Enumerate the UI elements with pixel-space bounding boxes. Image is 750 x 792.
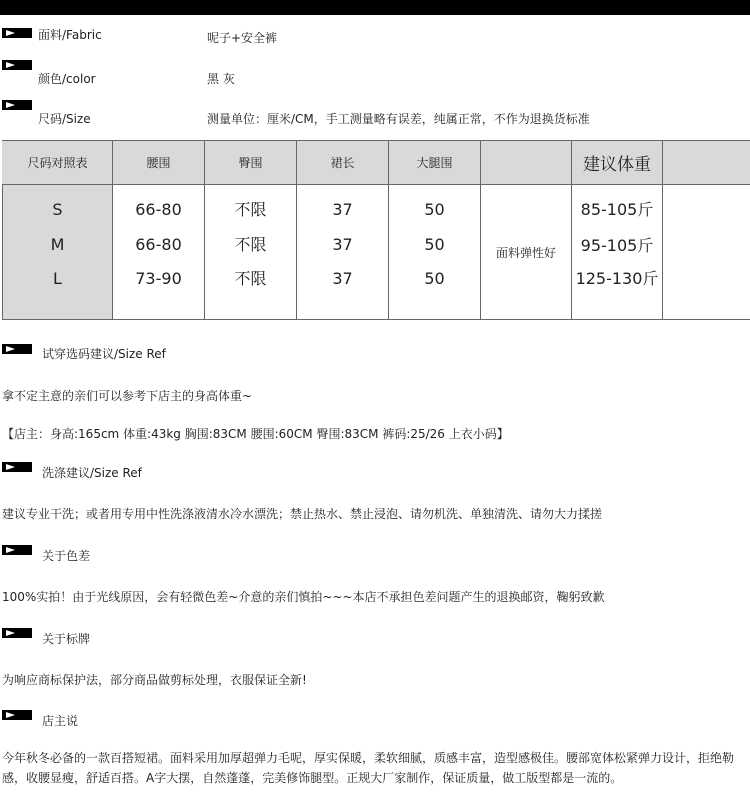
arrow-marker-icon — [2, 344, 32, 354]
size-ref-line-2: 【店主：身高:165cm 体重:43kg 胸围:83CM 腰围:60CM 臀围:83CM 裤码:25/26 上衣小码】 — [2, 427, 509, 441]
note-column — [481, 185, 572, 319]
label-line: 为响应商标保护法，部分商品做剪标处理，衣服保证全新! — [2, 673, 307, 687]
length-m: 37 — [332, 235, 353, 254]
elasticity-note: 面料弹性好 — [495, 246, 556, 260]
arrow-marker-icon — [2, 462, 32, 472]
spec-value-size: 测量单位：厘米/CM，手工测量略有误差，纯属正常，不作为退换货标准 — [207, 112, 590, 126]
table-body — [2, 185, 750, 320]
spec-label-size: 尺码/Size — [38, 112, 91, 126]
weight-m: 95-105斤 — [580, 236, 654, 255]
waist-column — [113, 185, 205, 319]
arrow-marker-icon — [2, 100, 32, 110]
waist-m: 66-80 — [135, 235, 182, 254]
spec-label-fabric: 面料/Fabric — [38, 28, 102, 42]
section-title-owner-says: 店主说 — [42, 714, 79, 728]
header-size-chart: 尺码对照表 — [3, 141, 113, 184]
spec-label-color: 颜色/color — [38, 72, 96, 86]
extra-column — [663, 185, 750, 319]
weight-l: 125-130斤 — [575, 269, 659, 288]
arrow-marker-icon — [2, 545, 32, 555]
size-s: S — [52, 200, 63, 219]
owner-says-paragraph: 今年秋冬必备的一款百搭短裙。面料采用加厚超弹力毛呢，厚实保暖，柔软细腻，质感丰富，造型感极佳。腰部宽体松紧弹力设计，拒绝勒感，收腰显瘦，舒适百搭。A字大摆，自然蓬蓬，完美修饰腿型。正规大厂家制作，保证质量，做工版型都是一流的。 — [2, 751, 735, 785]
thigh-m: 50 — [424, 235, 445, 254]
spec-value-fabric: 呢子+安全裤 — [207, 31, 278, 45]
section-title-washing: 洗涤建议/Size Ref — [42, 466, 142, 480]
hip-column — [205, 185, 297, 319]
thigh-s: 50 — [424, 200, 445, 219]
size-m: M — [50, 235, 65, 254]
color-diff-line: 100%实拍！由于光线原因，会有轻微色差~介意的亲们慎拍~~~本店不承担色差问题产生的退换邮资，鞠躬致歉 — [2, 590, 605, 604]
header-waist: 腰围 — [113, 141, 205, 184]
section-title-color-diff: 关于色差 — [42, 549, 91, 563]
header-hip: 臀围 — [205, 141, 297, 184]
washing-line: 建议专业干洗；或者用专用中性洗涤液清水冷水漂洗；禁止热水、禁止浸泡、请勿机洗、单独清洗、请勿大力揉搓 — [2, 507, 603, 521]
arrow-marker-icon — [2, 628, 32, 638]
thigh-l: 50 — [424, 269, 445, 288]
size-table — [2, 140, 750, 320]
thigh-column — [389, 185, 481, 319]
arrow-marker-icon — [2, 28, 32, 38]
hip-m: 不限 — [234, 235, 267, 254]
spec-value-color: 黑 灰 — [207, 72, 235, 86]
section-title-label: 关于标牌 — [42, 632, 91, 646]
hip-l: 不限 — [234, 269, 267, 288]
waist-l: 73-90 — [135, 269, 182, 288]
length-s: 37 — [332, 200, 353, 219]
header-extra — [663, 141, 750, 184]
arrow-marker-icon — [2, 60, 32, 70]
size-l: L — [53, 269, 62, 288]
top-bar — [0, 0, 750, 15]
section-title-size-ref: 试穿选码建议/Size Ref — [42, 347, 166, 361]
weight-s: 85-105斤 — [580, 200, 654, 219]
header-thigh: 大腿围 — [389, 141, 481, 184]
hip-s: 不限 — [234, 200, 267, 219]
header-length: 裙长 — [297, 141, 389, 184]
weight-column — [572, 185, 663, 319]
size-ref-line-1: 拿不定主意的亲们可以参考下店主的身高体重~ — [2, 389, 253, 403]
length-column — [297, 185, 389, 319]
header-empty — [481, 141, 572, 184]
table-header-row — [2, 140, 750, 185]
length-l: 37 — [332, 269, 353, 288]
waist-s: 66-80 — [135, 200, 182, 219]
arrow-marker-icon — [2, 710, 32, 720]
header-weight: 建议体重 — [572, 141, 663, 184]
size-column — [3, 185, 113, 319]
